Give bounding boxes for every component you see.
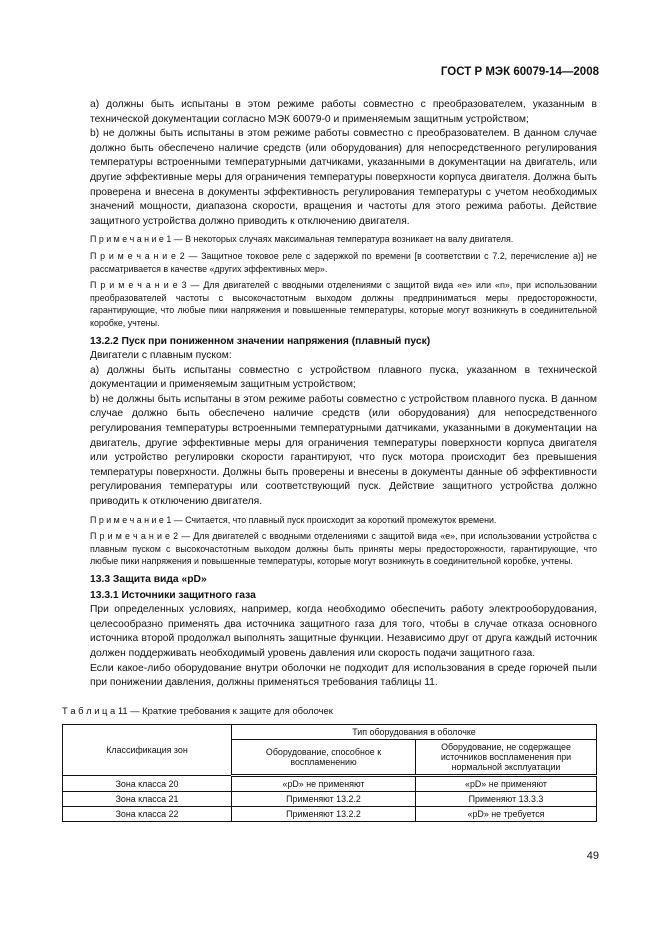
- value-cell: Применяют 13.2.2: [232, 807, 416, 822]
- header-no-ignition-source: Оборудование, не содержащее источников воспламенения при нормальной эксплуатации: [416, 740, 597, 776]
- value-cell: «pD» не требуется: [416, 807, 597, 822]
- value-cell: «pD» не применяют: [416, 776, 597, 792]
- value-cell: «pD» не применяют: [232, 776, 416, 792]
- requirements-table: [62, 724, 597, 822]
- table-row: [63, 807, 597, 822]
- page-number: 49: [586, 850, 599, 862]
- paragraph-b2: b) не должны быть испытаны в этом режиме работы совместно с устройством плавного пуска. В данном случае должно быть обеспечено наличие средств (или оборудования) для непосредственного регулирования температуры встроенными температурными датчиками, указанными в документации на двигатель, другие эффективные меры для ограничения температуры поверхности корпуса двигателя или устройство регулировки скорости гарантируют, что пуск мотора происходит без превышения температуры поверхности. Должны быть проверены и внесены в документы данные об эффективности регулирования температуры или соответствующий пуск. Действие защитного устройства должно приводить к отключению двигателя.: [90, 393, 597, 508]
- table-row: [63, 792, 597, 807]
- zone-cell: Зона класса 20: [63, 776, 232, 792]
- note-4: П р и м е ч а н и е 1 — Считается, что плавный пуск происходит за короткий промежуток времени.: [90, 514, 497, 525]
- note-2: П р и м е ч а н и е 2 — Защитное токовое реле с задержкой по времени [в соответствии с 7.2, перечисление a)] не рассматривается в качестве «других эффективных мер».: [90, 250, 597, 274]
- paragraph-p2: Если какое-либо оборудование внутри оболочки не подходит для использования в среде горючей пыли при понижении давления, должны применяться требования таблицы 11.: [90, 662, 597, 689]
- zone-cell: Зона класса 22: [63, 807, 232, 822]
- header-classification: Классификация зон: [63, 725, 232, 776]
- paragraph-a2: а) должны быть испытаны совместно с устройством плавного пуска, указанном в технической документации и применяемым защитным устройством;: [90, 364, 597, 391]
- paragraph-b1: b) не должны быть испытаны в этом режиме работы совместно с преобразователем. В данном случае должно быть обеспечено наличие средств (или оборудования) для непосредственного регулирования температуры встроенными температурными датчиками, указанными в документации на двигатель, или другие эффективные меры для ограничения температуры поверхности корпуса двигателя. Должна быть проверена и внесена в документы эффективность регулирования температуры с учетом необходимых значений мощности, диапазона скорости, вращения и частоты для этого режима работы. Действие защитного устройства должно приводить к отключению двигателя.: [90, 128, 597, 227]
- note-1: П р и м е ч а н и е 1 — В некоторых случаях максимальная температура возникает на валу двигателя.: [90, 234, 514, 245]
- body-text: [90, 98, 597, 691]
- note-3: П р и м е ч а н и е 3 — Для двигателей с вводными отделениями с защитой вида «е» или «n», при использовании преобразователей частоты с высокочастотным выходом должны предприниматься меры предосторожности, гарантирующие, что любые пики напряжения и повышенные температуры, которые могут возникнуть в соединительной коробке, учтены.: [90, 280, 597, 328]
- value-cell: Применяют 13.2.2: [232, 792, 416, 807]
- header-equipment-type: Тип оборудования в оболочке: [232, 725, 597, 740]
- header-ignition-capable: Оборудование, способное к воспламенению: [232, 740, 416, 776]
- heading-13-3-1: 13.3.1 Источники защитного газа: [90, 589, 256, 601]
- note-5: П р и м е ч а н и е 2 — Для двигателей с вводными отделениями с защитой вида «е», при использовании устройства с плавным пуском с высокочастотным выходом должны быть приняты меры предосторожности, гарантирующие, что любые пики напряжения и повышенные температуры, которые могут возникнуть в соединительной коробке, учтены.: [90, 531, 597, 567]
- paragraph-a1: а) должны быть испытаны в этом режиме работы совместно с преобразователем, указанным в технической документации согласно МЭК 60079-0 и применяемым защитным устройством;: [90, 99, 597, 125]
- paragraph-intro: Двигатели с плавным пуском:: [90, 350, 232, 362]
- table-caption: Т а б л и ц а 11 — Краткие требования к защите для оболочек: [62, 705, 333, 716]
- paragraph-p1: При определенных условиях, например, когда необходимо обеспечить работу электрооборудования, целесообразно применять два источника защитного газа для того, чтобы в случае отказа основного источника второй продолжал выполнять защитные функции. Независимо друг от друга каждый источник должен поддерживать необходимый уровень давления или скорость подачи защитного газа.: [90, 604, 597, 659]
- heading-13-3: 13.3 Защита вида «pD»: [90, 574, 207, 585]
- zone-cell: Зона класса 21: [63, 792, 232, 807]
- table-row: [63, 776, 597, 792]
- value-cell: Применяют 13.3.3: [416, 792, 597, 807]
- heading-13-2-2: 13.2.2 Пуск при пониженном значении напряжения (плавный пуск): [90, 335, 431, 347]
- standard-header: ГОСТ Р МЭК 60079-14—2008: [440, 66, 599, 78]
